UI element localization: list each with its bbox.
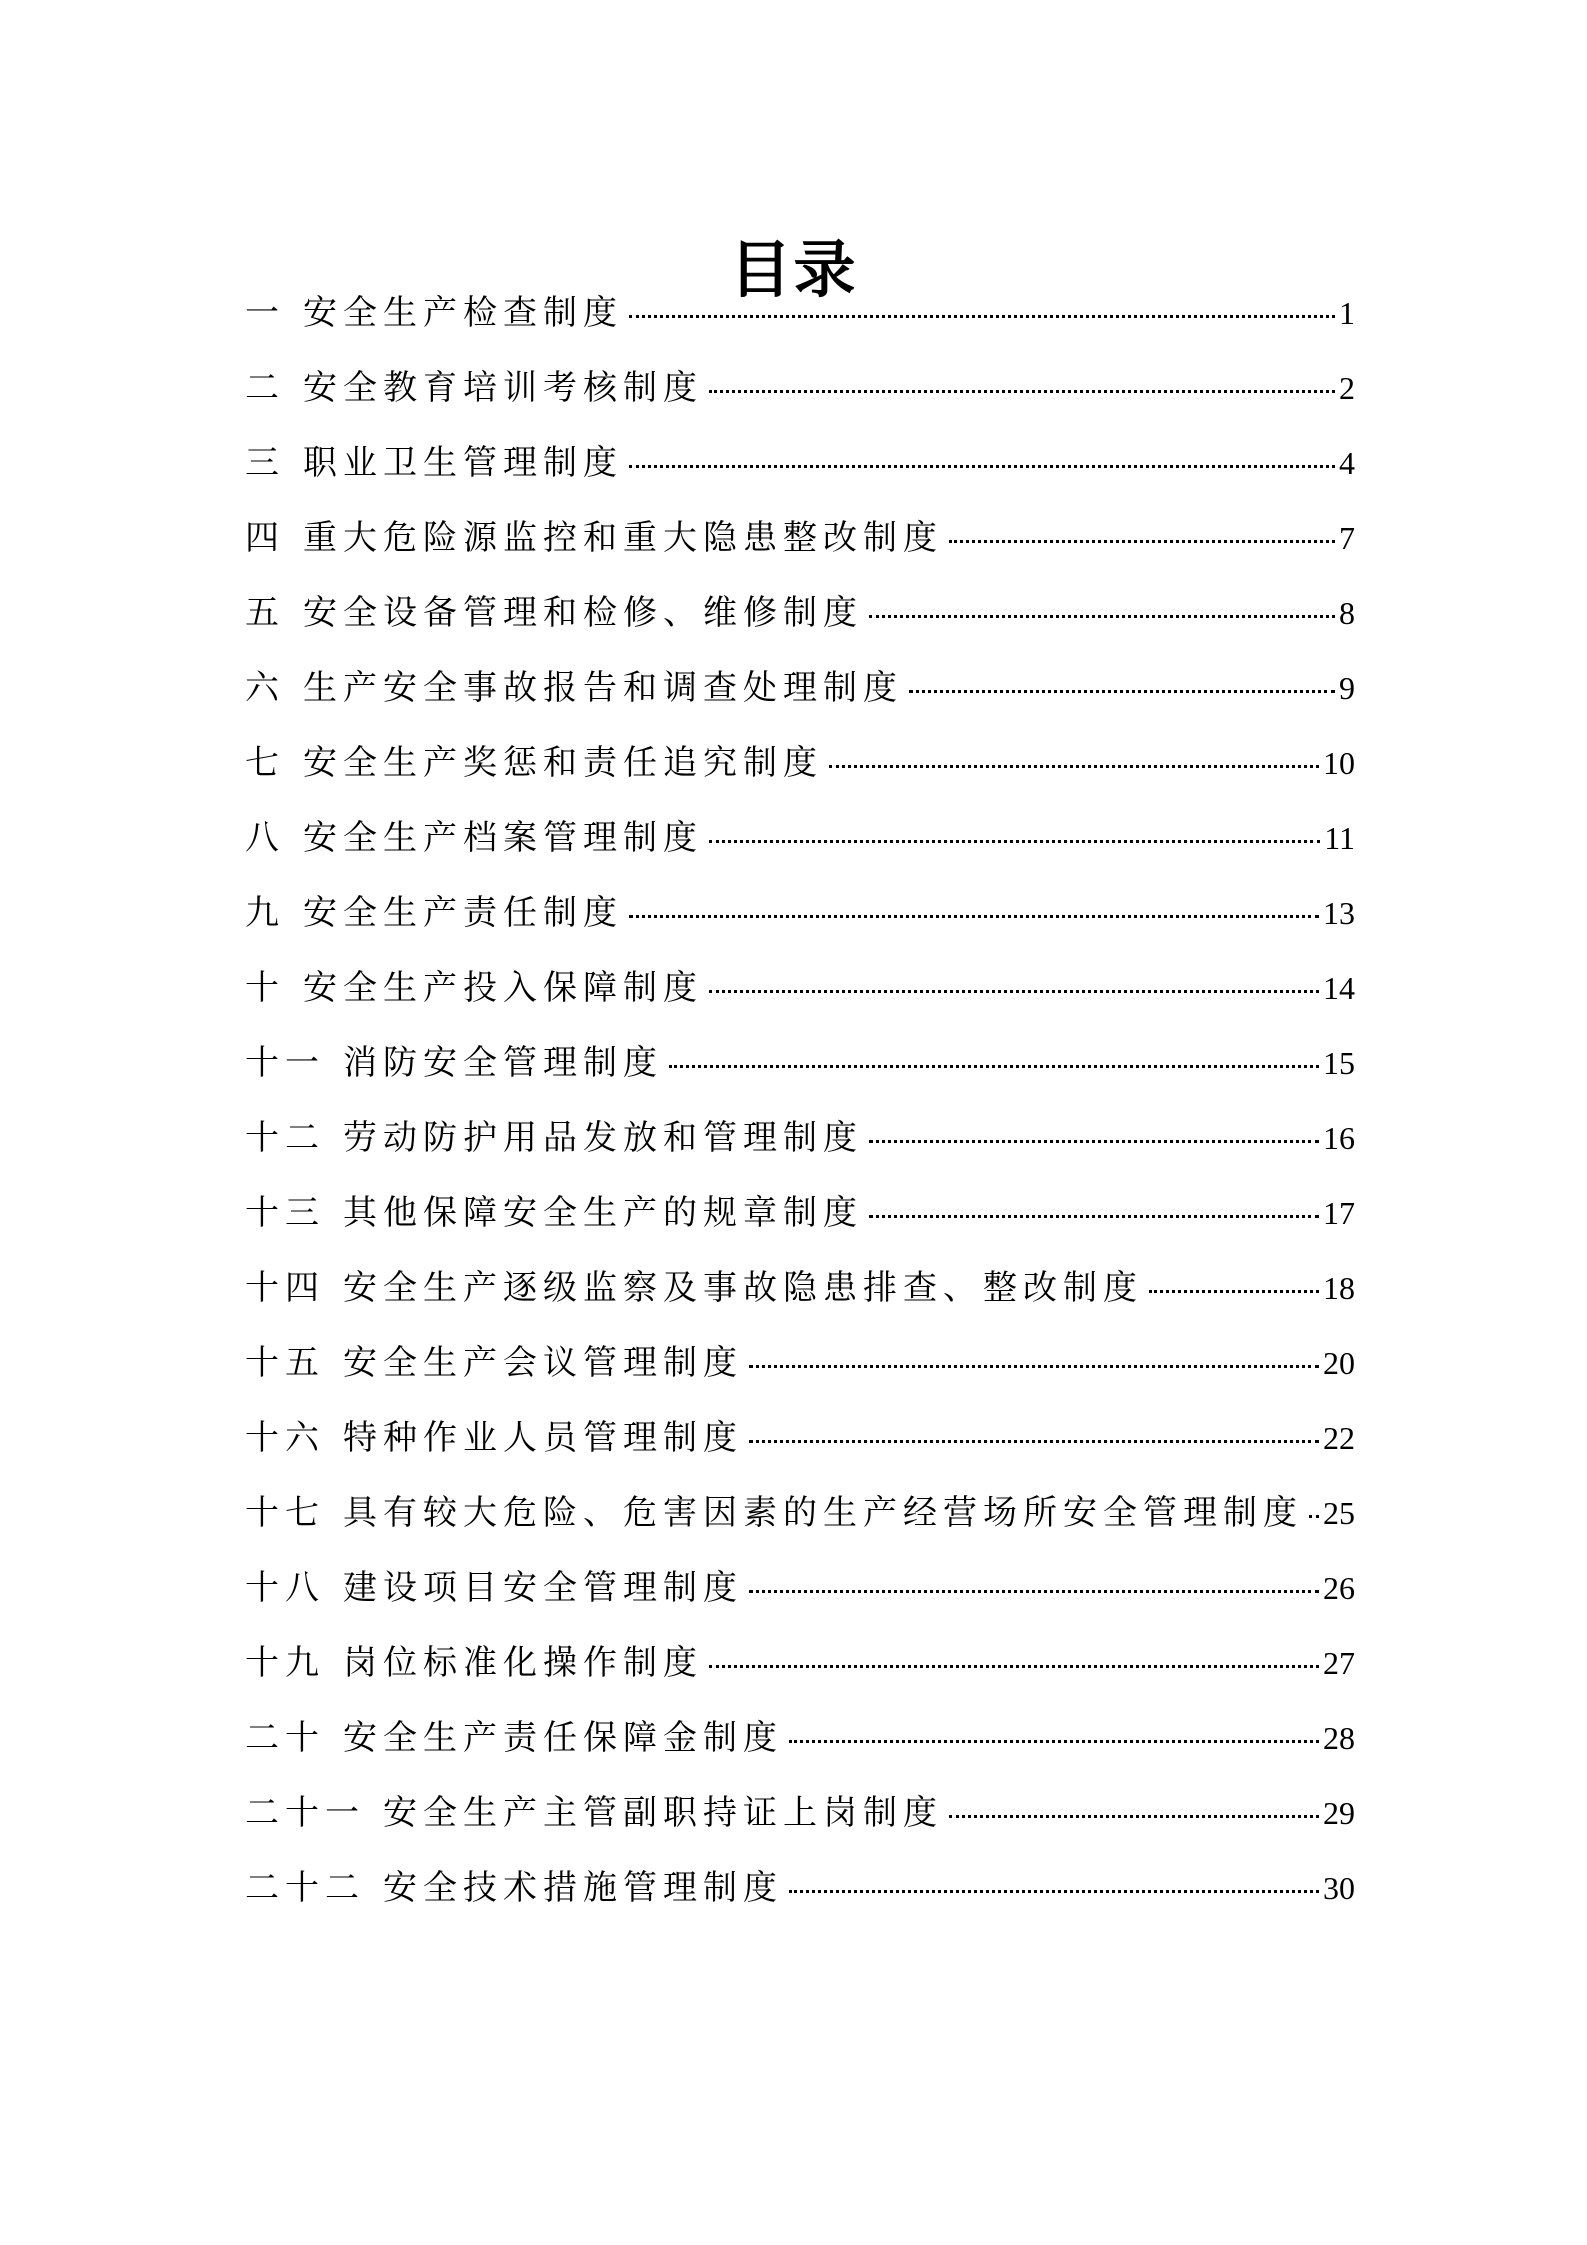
toc-entry-title: 具有较大危险、危害因素的生产经营场所安全管理制度 xyxy=(343,1493,1303,1533)
table-of-contents xyxy=(245,280,1355,1930)
toc-entry[interactable] xyxy=(245,1405,1355,1480)
toc-entry[interactable] xyxy=(245,730,1355,805)
toc-entry-title: 安全技术措施管理制度 xyxy=(383,1868,783,1908)
dot-leader xyxy=(709,390,1335,393)
dot-leader xyxy=(629,315,1335,318)
toc-entry-title: 安全生产投入保障制度 xyxy=(303,968,703,1008)
toc-entry[interactable] xyxy=(245,1705,1355,1780)
toc-entry-page-number: 22 xyxy=(1323,1420,1355,1456)
toc-entry[interactable] xyxy=(245,505,1355,580)
toc-entry[interactable] xyxy=(245,1105,1355,1180)
toc-entry[interactable] xyxy=(245,1255,1355,1330)
dot-leader xyxy=(709,990,1319,993)
toc-entry-title: 消防安全管理制度 xyxy=(343,1043,663,1083)
toc-entry-number: 二十一 xyxy=(245,1793,365,1833)
dot-leader xyxy=(869,615,1335,618)
toc-entry[interactable] xyxy=(245,1780,1355,1855)
page-title: 目录 xyxy=(729,232,858,306)
toc-entry-number: 十五 xyxy=(245,1343,325,1383)
toc-entry-title: 重大危险源监控和重大隐患整改制度 xyxy=(303,518,943,558)
toc-entry-title: 安全生产责任制度 xyxy=(303,893,623,933)
dot-leader xyxy=(909,690,1335,693)
toc-entry-title: 安全生产责任保障金制度 xyxy=(343,1718,783,1758)
toc-entry-page-number: 27 xyxy=(1323,1645,1355,1681)
toc-entry[interactable] xyxy=(245,355,1355,430)
toc-entry-title: 建设项目安全管理制度 xyxy=(343,1568,743,1608)
toc-entry-title: 安全生产主管副职持证上岗制度 xyxy=(383,1793,943,1833)
toc-entry-page-number: 15 xyxy=(1323,1045,1355,1081)
dot-leader xyxy=(949,1815,1319,1818)
toc-entry[interactable] xyxy=(245,655,1355,730)
dot-leader xyxy=(669,1065,1319,1068)
toc-entry[interactable] xyxy=(245,880,1355,955)
toc-entry-title: 安全生产会议管理制度 xyxy=(343,1343,743,1383)
toc-entry-title: 安全生产检查制度 xyxy=(303,293,623,333)
toc-entry[interactable] xyxy=(245,280,1355,355)
toc-entry-number: 十七 xyxy=(245,1493,325,1533)
toc-entry-number: 四 xyxy=(245,518,285,558)
toc-entry-page-number: 30 xyxy=(1323,1870,1355,1906)
toc-entry-number: 十四 xyxy=(245,1268,325,1308)
toc-entry-page-number: 9 xyxy=(1339,670,1355,706)
toc-entry-page-number: 11 xyxy=(1324,820,1355,856)
toc-entry-title: 职业卫生管理制度 xyxy=(303,443,623,483)
dot-leader xyxy=(709,840,1320,843)
toc-entry-page-number: 1 xyxy=(1339,295,1355,331)
dot-leader xyxy=(789,1890,1319,1893)
toc-entry-number: 二十二 xyxy=(245,1868,365,1908)
toc-entry-number: 十二 xyxy=(245,1118,325,1158)
toc-entry[interactable] xyxy=(245,955,1355,1030)
dot-leader xyxy=(869,1140,1319,1143)
toc-entry[interactable] xyxy=(245,1480,1355,1555)
toc-entry-number: 十八 xyxy=(245,1568,325,1608)
toc-entry[interactable] xyxy=(245,805,1355,880)
dot-leader xyxy=(869,1215,1319,1218)
dot-leader xyxy=(629,915,1319,918)
toc-entry-number: 十 xyxy=(245,968,285,1008)
toc-entry-number: 八 xyxy=(245,818,285,858)
toc-entry[interactable] xyxy=(245,1630,1355,1705)
dot-leader xyxy=(789,1740,1319,1743)
toc-entry-number: 九 xyxy=(245,893,285,933)
toc-entry-number: 十九 xyxy=(245,1643,325,1683)
toc-entry-page-number: 28 xyxy=(1323,1720,1355,1756)
toc-entry-page-number: 10 xyxy=(1323,745,1355,781)
dot-leader xyxy=(709,1665,1319,1668)
toc-entry-page-number: 17 xyxy=(1323,1195,1355,1231)
toc-entry-title: 生产安全事故报告和调查处理制度 xyxy=(303,668,903,708)
dot-leader xyxy=(629,465,1335,468)
toc-entry[interactable] xyxy=(245,580,1355,655)
toc-entry-number: 二十 xyxy=(245,1718,325,1758)
toc-entry-number: 七 xyxy=(245,743,285,783)
toc-entry-page-number: 13 xyxy=(1323,895,1355,931)
toc-entry-page-number: 29 xyxy=(1323,1795,1355,1831)
toc-entry[interactable] xyxy=(245,1555,1355,1630)
toc-entry-title: 安全生产逐级监察及事故隐患排查、整改制度 xyxy=(343,1268,1143,1308)
toc-entry-title: 安全生产档案管理制度 xyxy=(303,818,703,858)
toc-entry-number: 十一 xyxy=(245,1043,325,1083)
dot-leader xyxy=(749,1365,1319,1368)
dot-leader xyxy=(949,540,1335,543)
toc-entry-number: 二 xyxy=(245,368,285,408)
toc-entry-title: 特种作业人员管理制度 xyxy=(343,1418,743,1458)
dot-leader xyxy=(749,1440,1319,1443)
toc-entry-page-number: 16 xyxy=(1323,1120,1355,1156)
toc-entry[interactable] xyxy=(245,430,1355,505)
toc-entry-title: 安全生产奖惩和责任追究制度 xyxy=(303,743,823,783)
dot-leader xyxy=(1149,1290,1319,1293)
toc-entry[interactable] xyxy=(245,1030,1355,1105)
toc-entry-title: 劳动防护用品发放和管理制度 xyxy=(343,1118,863,1158)
toc-entry-title: 安全设备管理和检修、维修制度 xyxy=(303,593,863,633)
toc-entry[interactable] xyxy=(245,1180,1355,1255)
dot-leader xyxy=(1309,1515,1319,1518)
toc-entry-page-number: 26 xyxy=(1323,1570,1355,1606)
toc-entry-page-number: 7 xyxy=(1339,520,1355,556)
toc-entry-number: 十六 xyxy=(245,1418,325,1458)
dot-leader xyxy=(829,765,1319,768)
toc-entry-page-number: 18 xyxy=(1323,1270,1355,1306)
toc-entry-number: 一 xyxy=(245,293,285,333)
toc-entry[interactable] xyxy=(245,1855,1355,1930)
toc-entry-number: 三 xyxy=(245,443,285,483)
toc-entry-page-number: 20 xyxy=(1323,1345,1355,1381)
toc-entry-page-number: 4 xyxy=(1339,445,1355,481)
toc-entry-title: 岗位标准化操作制度 xyxy=(343,1643,703,1683)
toc-entry-title: 安全教育培训考核制度 xyxy=(303,368,703,408)
toc-entry-number: 五 xyxy=(245,593,285,633)
toc-entry-page-number: 2 xyxy=(1339,370,1355,406)
toc-entry-number: 六 xyxy=(245,668,285,708)
toc-entry-number: 十三 xyxy=(245,1193,325,1233)
toc-entry[interactable] xyxy=(245,1330,1355,1405)
toc-entry-title: 其他保障安全生产的规章制度 xyxy=(343,1193,863,1233)
toc-entry-page-number: 14 xyxy=(1323,970,1355,1006)
toc-entry-page-number: 25 xyxy=(1323,1495,1355,1531)
toc-entry-page-number: 8 xyxy=(1339,595,1355,631)
dot-leader xyxy=(749,1590,1319,1593)
